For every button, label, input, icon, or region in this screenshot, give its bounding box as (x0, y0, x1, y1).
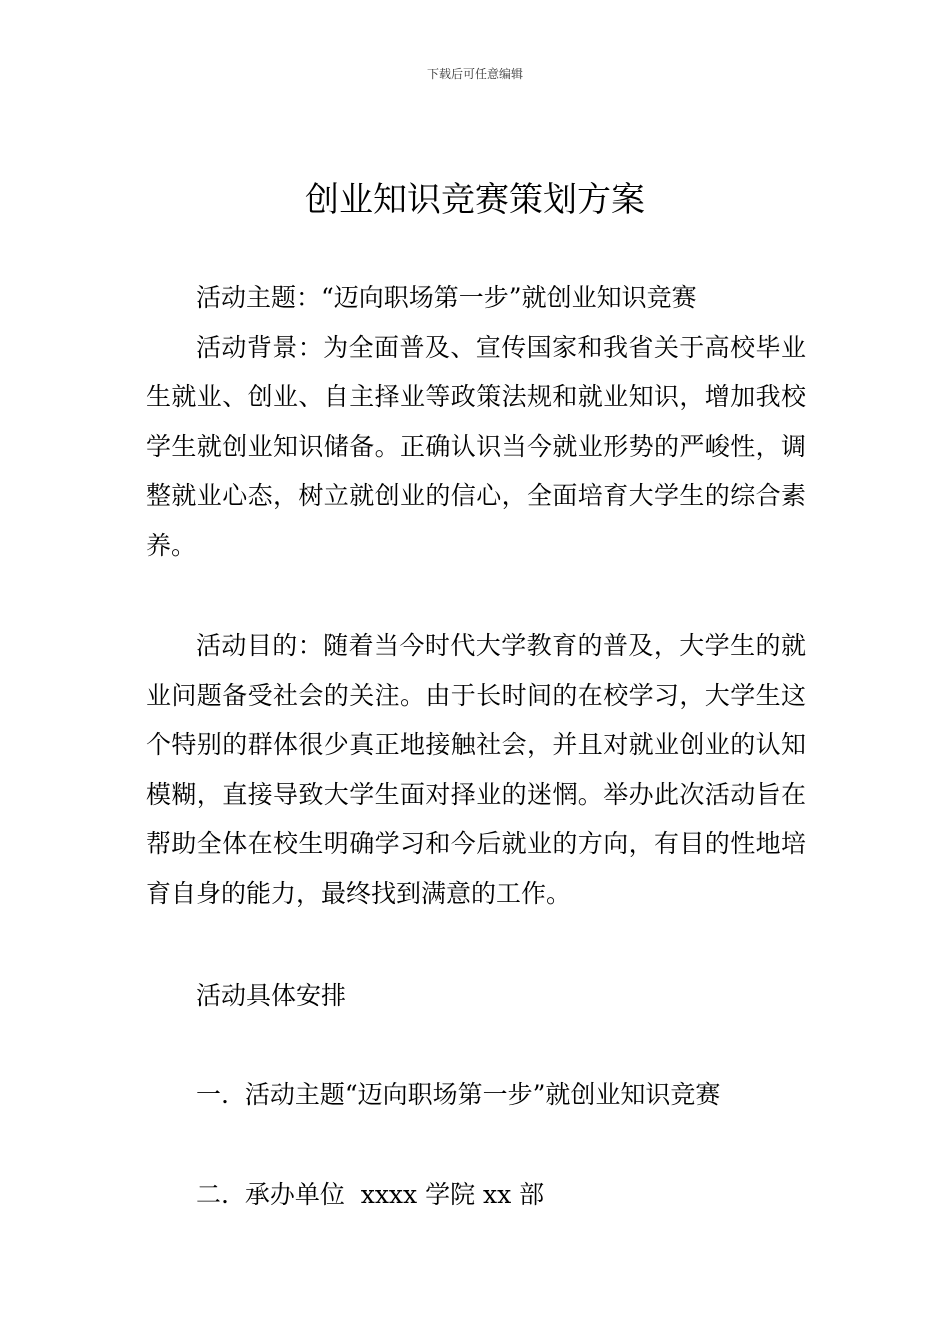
background-paragraph: 活动背景：为全面普及、宣传国家和我省关于高校毕业生就业、创业、自主择业等政策法规和就业知识，增加我校学生就创业知识储备。正确认识当今就业形势的严峻性，调整就业心态，树立就创业的信心，全面培育大学生的综合素养。 (146, 332, 806, 560)
header-note: 下载后可任意编辑 (426, 67, 523, 81)
arrangement-item-2: 二. 承办单位 xxxx 学院 xx 部 (196, 1180, 545, 1209)
arrangement-heading-block (146, 971, 806, 1021)
purpose-paragraph: 活动目的：随着当今时代大学教育的普及，大学生的就业问题备受社会的关注。由于长时间的在校学习，大学生这个特别的群体很少真正地接触社会，并且对就业创业的认知模糊，直接导致大学生面对择业的迷惘。举办此次活动旨在帮助全体在校生明确学习和今后就业的方向，有目的性地培育自身的能力，最终找到满意的工作。 (146, 631, 806, 908)
theme-line: 活动主题：“迈向职场第一步”就创业知识竞赛 (196, 283, 697, 312)
arrangement-item-1-block (146, 1070, 806, 1120)
arrangement-item-2-block (146, 1170, 806, 1220)
arrangement-heading: 活动具体安排 (196, 981, 347, 1010)
arrangement-item-1: 一. 活动主题“迈向职场第一步”就创业知识竞赛 (196, 1080, 721, 1109)
document-title: 创业知识竞赛策划方案 (305, 180, 645, 220)
document-body-top (146, 273, 806, 570)
purpose-section (146, 621, 806, 918)
